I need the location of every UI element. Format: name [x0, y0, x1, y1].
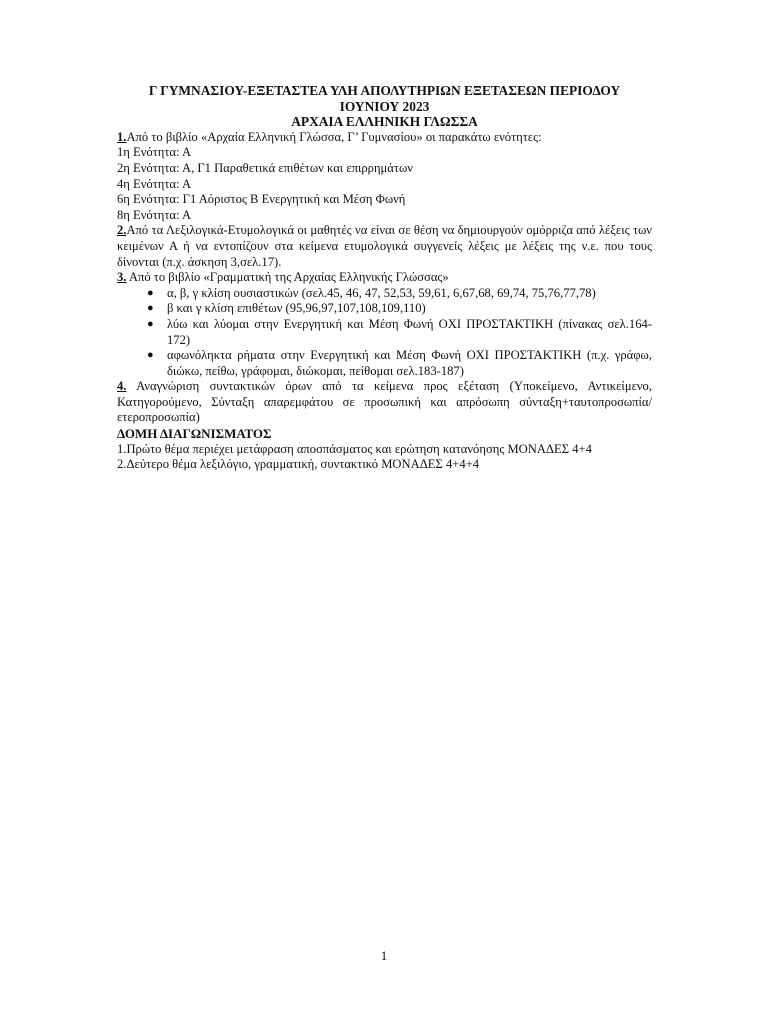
section1-text: Από το βιβλίο «Αρχαία Ελληνική Γλώσσα, Γ’ Γυμνασίου» οι παρακάτω ενότητες: [126, 129, 542, 144]
unit-line: 4η Ενότητα: Α [117, 176, 192, 191]
unit-line: 8η Ενότητα: Α [117, 207, 192, 222]
section2-number: 2. [117, 223, 127, 238]
section4-number: 4. [117, 379, 127, 394]
grammar-bullet-list [117, 286, 652, 380]
exam-structure-heading: ΔΟΜΗ ΔΙΑΓΩΝΙΣΜΑΤΟΣ [117, 426, 272, 442]
unit-line: 1η Ενότητα: Α [117, 145, 192, 160]
document-title-line2: ΙΟΥΝΙΟΥ 2023 [339, 98, 430, 114]
document-title-line1: Γ ΓΥΜΝΑΣΙΟΥ-ΕΞΕΤΑΣΤΕΑ ΥΛΗ ΑΠΟΛΥΤΗΡΙΩΝ ΕΞΕΤΑΣΕΩΝ ΠΕΡΙΟΔΟΥ [148, 83, 621, 98]
structure-item: 2.Δεύτερο θέμα λεξιλόγιο, γραμματική, συντακτικό ΜΟΝΑΔΕΣ 4+4+4 [117, 457, 480, 472]
subject-heading: ΑΡΧΑΙΑ ΕΛΛΗΝΙΚΗ ΓΛΩΣΣΑ [291, 114, 478, 130]
section3-intro [117, 270, 652, 286]
bullet-text: β και γ κλίση επιθέτων (95,96,97,107,108,109,110) [167, 301, 426, 316]
unit-line: 6η Ενότητα: Γ1 Αόριστος Β Ενεργητική και Μέση Φωνή [117, 192, 406, 207]
section3-number: 3. [117, 270, 127, 285]
section3-text: Από το βιβλίο «Γραμματική της Αρχαίας Ελληνικής Γλώσσας» [126, 270, 449, 285]
section4-paragraph [117, 379, 652, 426]
section1-number: 1. [117, 129, 127, 144]
bullet-text: α, β, γ κλίση ουσιαστικών (σελ.45, 46, 47, 52,53, 59,61, 6,67,68, 69,74, 75,76,77,78) [167, 285, 596, 300]
bullet-dot-icon: ● [147, 286, 154, 299]
bullet-item [147, 286, 652, 302]
bullet-item [147, 301, 652, 317]
bullet-text: αφωνόληκτα ρήματα στην Ενεργητική και Μέση Φωνή ΟΧΙ ΠΡΟΣΤΑΚΤΙΚΗ (π.χ. γράφω, διώκω, πείθω, γράφομαι, διώκομαι, πείθομαι σελ.183-187) [167, 348, 652, 378]
bullet-item [147, 348, 652, 379]
section2-text: Από τα Λεξιλογικά-Ετυμολογικά οι μαθητές να είναι σε θέση να δημιουργούν ομόρριζα από λέξεις των κειμένων Α ή να εντοπίζουν στα κείμενα ετυμολογικά συγγενείς λέξεις με λέξεις της ν.ε. που τους δίνονται (π.χ. άσκηση 3,σελ.17). [117, 223, 652, 269]
section1-intro [117, 130, 652, 146]
bullet-item [147, 317, 652, 348]
unit-line: 2η Ενότητα: Α, Γ1 Παραθετικά επιθέτων και επιρρημάτων [117, 160, 413, 175]
section2-paragraph [117, 223, 652, 270]
bullet-dot-icon: ● [147, 349, 154, 362]
bullet-dot-icon: ● [147, 302, 154, 315]
section4-text: Αναγνώριση συντακτικών όρων από τα κείμενα προς εξέταση (Υποκείμενο, Αντικείμενο, Κατηγορούμενο, Σύνταξη απαρεμφάτου σε προσωπική και απρόσωπη σύνταξη+ταυτοπροσωπία/ετεροπροσωπία) [117, 379, 652, 425]
bullet-dot-icon: ● [147, 317, 154, 330]
page-number: 1 [380, 948, 388, 963]
structure-item: 1.Πρώτο θέμα περιέχει μετάφραση αποσπάσματος και ερώτηση κατανόησης ΜΟΝΑΔΕΣ 4+4 [117, 441, 592, 456]
document-body [117, 83, 652, 473]
bullet-text: λύω και λύομαι στην Ενεργητική και Μέση Φωνή ΟΧΙ ΠΡΟΣΤΑΚΤΙΚΗ (πίνακας σελ.164-172) [167, 316, 652, 347]
